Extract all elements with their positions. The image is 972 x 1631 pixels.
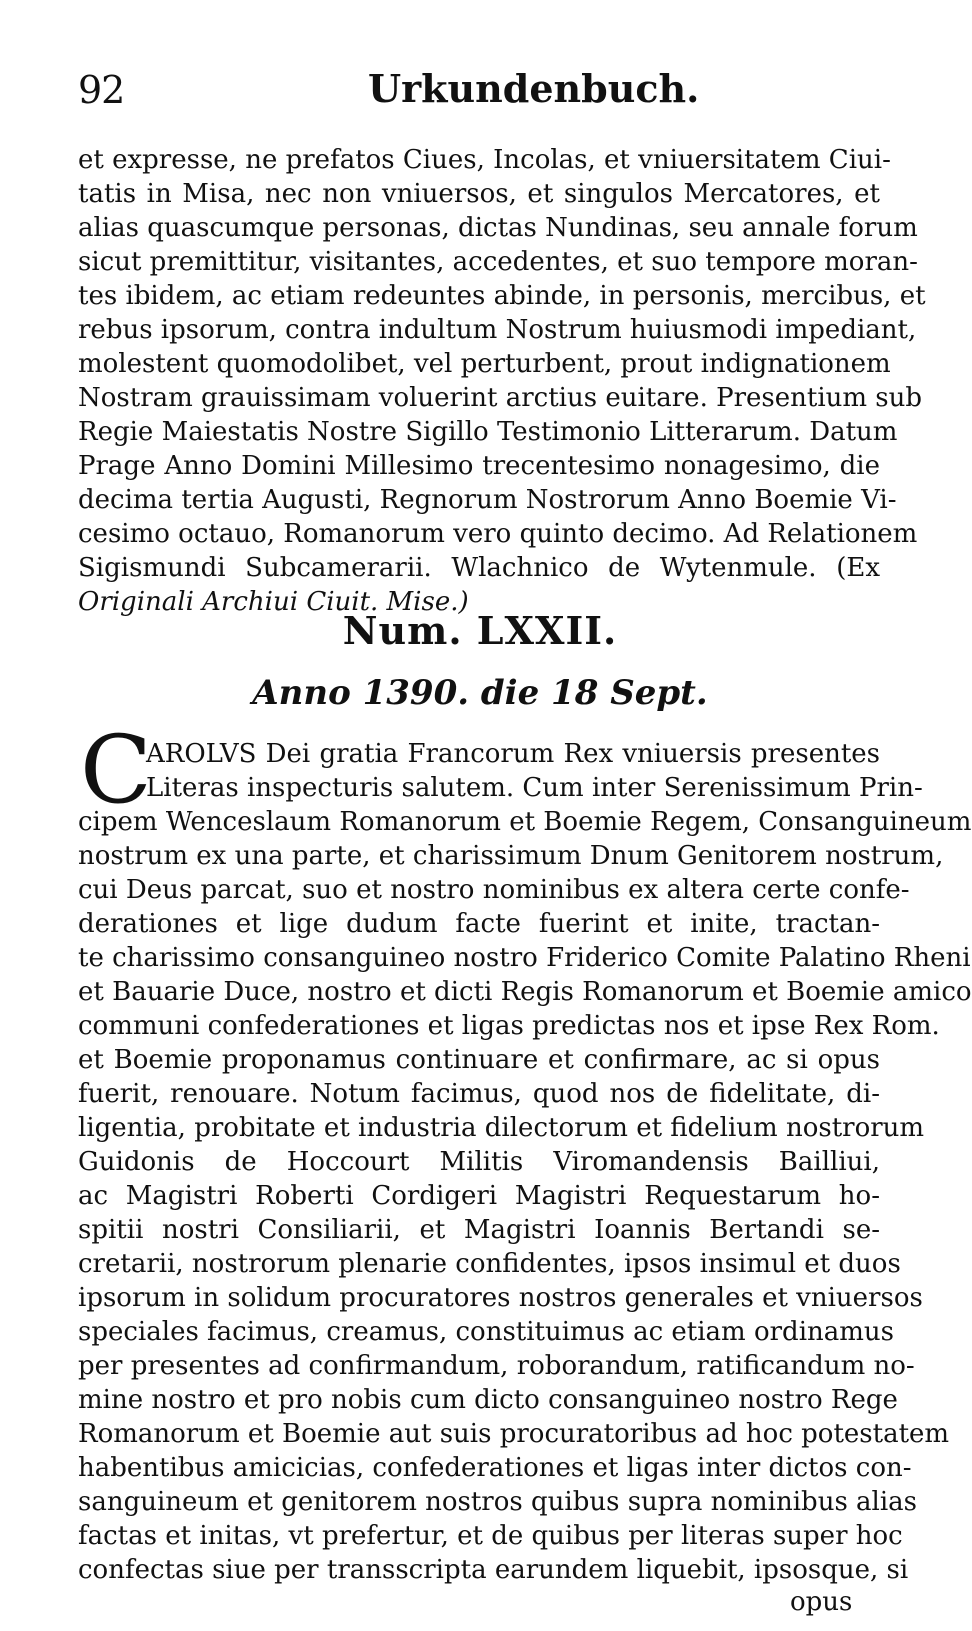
document-date-heading: Anno 1390. die 18 Sept. [252, 673, 708, 713]
text-line: derationes et lige dudum facte fuerint et inite, tractan- [78, 909, 880, 939]
text-line: Romanorum et Boemie aut suis procuratoribus ad hoc potestatem [78, 1419, 950, 1449]
text-line: confectas siue per transscripta earundem liquebit, ipsosque, si [78, 1555, 909, 1585]
text-line: cesimo octauo, Romanorum vero quinto decimo. Ad Relationem [78, 519, 918, 549]
source-note: Originali Archiui Ciuit. Mise.) [78, 587, 469, 617]
text-line: factas et initas, vt prefertur, et de quibus per literas super hoc [78, 1521, 903, 1551]
text-line: tes ibidem, ac etiam redeuntes abinde, in personis, mercibus, et [78, 281, 926, 311]
text-line: ligentia, probitate et industria dilectorum et fidelium nostrorum [78, 1113, 925, 1143]
text-line: cipem Wenceslaum Romanorum et Boemie Regem, Consanguineum [78, 807, 972, 837]
running-title: Urkundenbuch. [368, 66, 700, 111]
text-line: habentibus amicicias, confederationes et ligas inter dictos con- [78, 1453, 912, 1483]
text-line: Regie Maiestatis Nostre Sigillo Testimonio Litterarum. Datum [78, 417, 898, 447]
text-line: spitii nostri Consiliarii, et Magistri Ioannis Bertandi se- [78, 1215, 880, 1245]
text-line: Sigismundi Subcamerarii. Wlachnico de Wytenmule. (Ex [78, 553, 880, 583]
text-line: Nostram grauissimam voluerint arctius euitare. Presentium sub [78, 383, 923, 413]
text-line: speciales facimus, creamus, constituimus ac etiam ordinamus [78, 1317, 894, 1347]
text-line: Literas inspecturis salutem. Cum inter Serenissimum Prin- [146, 773, 923, 803]
catchword: opus [790, 1587, 853, 1617]
text-line: molestent quomodolibet, vel perturbent, prout indignationem [78, 349, 891, 379]
text-line: decima tertia Augusti, Regnorum Nostrorum Anno Boemie Vi- [78, 485, 897, 515]
text-line: et expresse, ne prefatos Ciues, Incolas, et vniuersitatem Ciui- [78, 145, 891, 175]
drop-cap: C [80, 716, 152, 825]
text-line: tatis in Misa, nec non vniuersos, et singulos Mercatores, et [78, 179, 880, 209]
text-line: AROLVS Dei gratia Francorum Rex vniuersis presentes [146, 739, 880, 769]
text-line: et Boemie proponamus continuare et confirmare, ac si opus [78, 1045, 880, 1075]
page-number: 92 [78, 68, 125, 112]
text-line: Prage Anno Domini Millesimo trecentesimo nonagesimo, die [78, 451, 880, 481]
text-line: alias quascumque personas, dictas Nundinas, seu annale forum [78, 213, 918, 243]
text-line: sicut premittitur, visitantes, accedentes, et suo tempore moran- [78, 247, 918, 277]
text-line: cui Deus parcat, suo et nostro nominibus ex altera certe confe- [78, 875, 910, 905]
document-number-heading: Num. LXXII. [342, 608, 618, 653]
text-line: sanguineum et genitorem nostros quibus supra nominibus alias [78, 1487, 918, 1517]
text-line: rebus ipsorum, contra indultum Nostrum huiusmodi impediant, [78, 315, 917, 345]
text-line: ipsorum in solidum procuratores nostros generales et vniuersos [78, 1283, 923, 1313]
text-line: mine nostro et pro nobis cum dicto consanguineo nostro Rege [78, 1385, 898, 1415]
text-line: nostrum ex una parte, et charissimum Dnum Genitorem nostrum, [78, 841, 944, 871]
text-line: te charissimo consanguineo nostro Friderico Comite Palatino Rheni [78, 943, 971, 973]
text-line: ac Magistri Roberti Cordigeri Magistri Requestarum ho- [78, 1181, 880, 1211]
text-line: Guidonis de Hoccourt Militis Viromandensis Bailliui, [78, 1147, 880, 1177]
text-line: fuerit, renouare. Notum facimus, quod nos de fidelitate, di- [78, 1079, 880, 1109]
page-header [78, 62, 878, 122]
text-line: cretarii, nostrorum plenarie confidentes, ipsos insimul et duos [78, 1249, 901, 1279]
text-line: et Bauarie Duce, nostro et dicti Regis Romanorum et Boemie amico [78, 977, 972, 1007]
text-line: per presentes ad confirmandum, roborandum, ratificandum no- [78, 1351, 915, 1381]
text-line: communi confederationes et ligas predictas nos et ipse Rex Rom. [78, 1011, 940, 1041]
